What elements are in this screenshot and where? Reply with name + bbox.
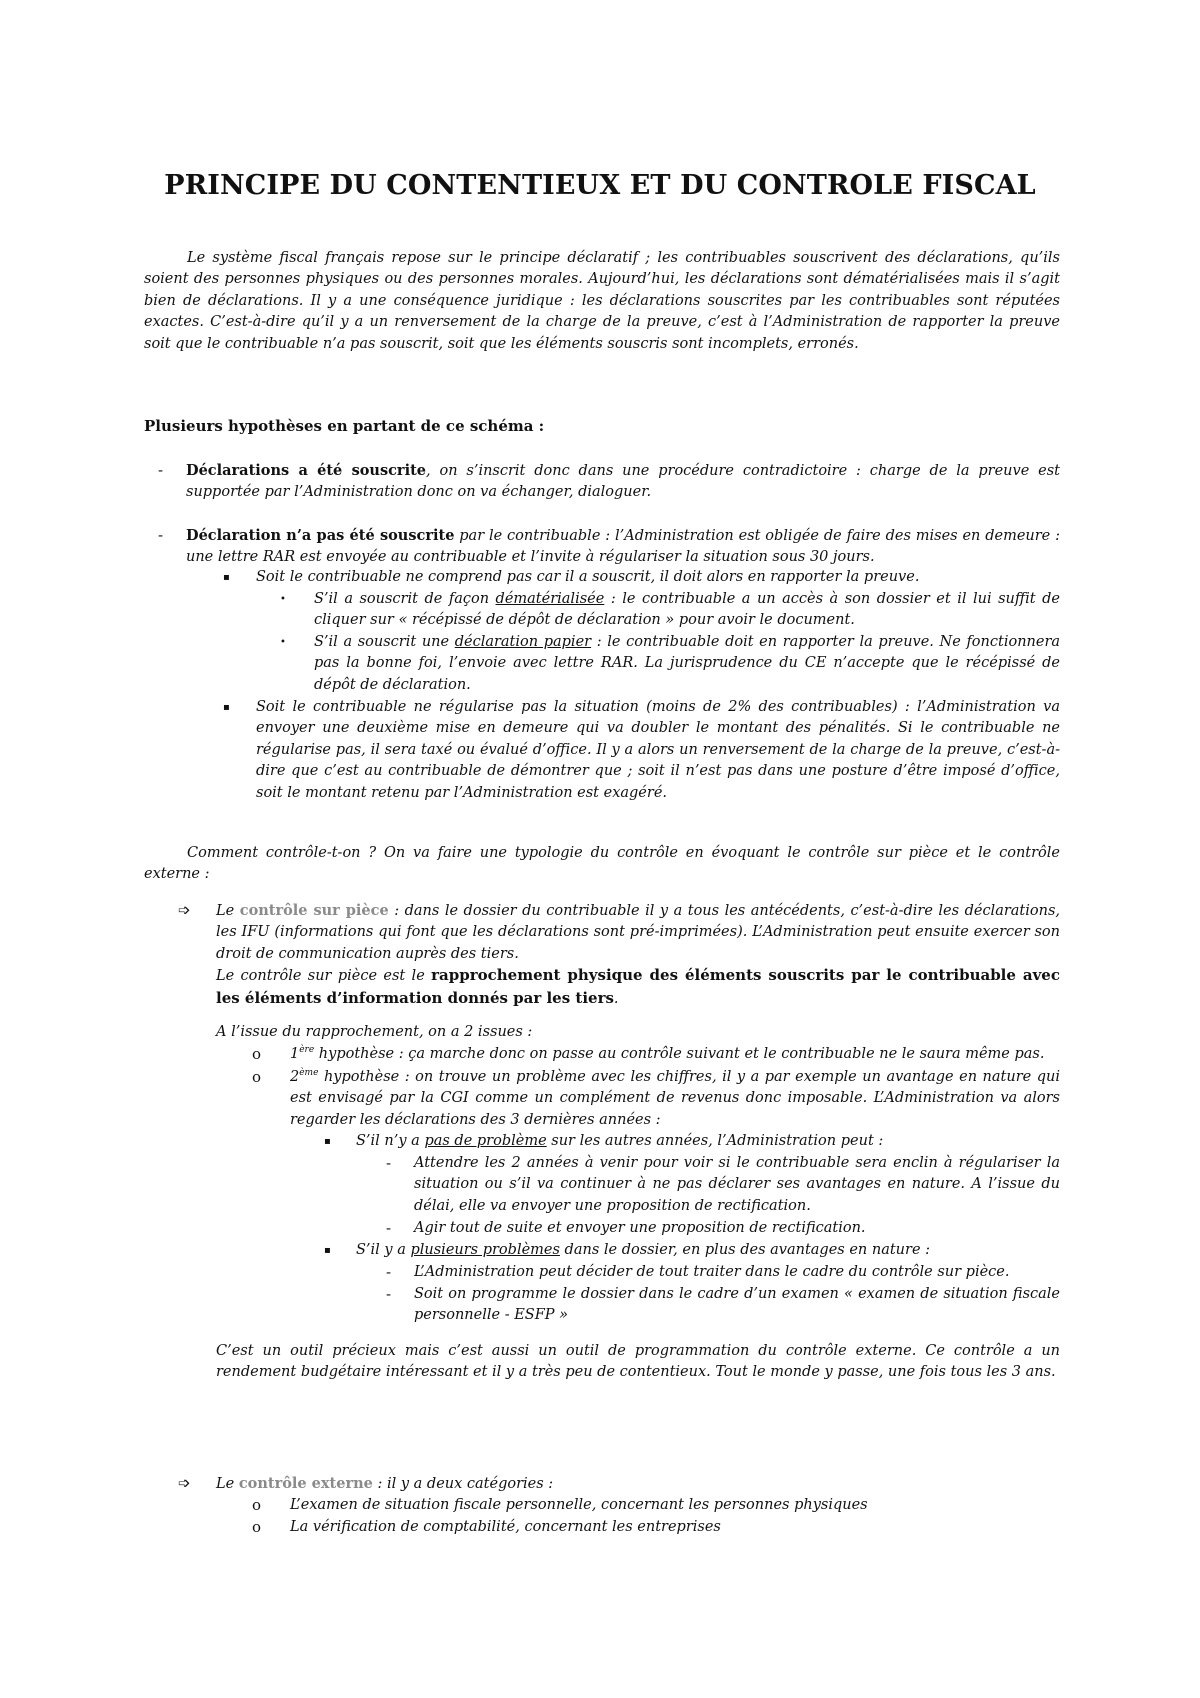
issue-1-sup: ère bbox=[299, 1045, 315, 1056]
multiple-problems-option-b: Soit on programme le dossier dans le cadre d’un examen « examen de situation fiscale personnelle - ESFP » bbox=[414, 1286, 1060, 1324]
control-intro: Comment contrôle-t-on ? On va faire une typologie du contrôle en évoquant le contrôle sur pièce et le contrôle externe : bbox=[144, 845, 1060, 883]
hypothesis-2 bbox=[186, 525, 1060, 569]
hypothesis-2-bold: Déclaration n’a pas été souscrite bbox=[186, 527, 455, 544]
no-problem-pre: S’il n’y a bbox=[356, 1133, 425, 1149]
square-bullet-icon: ▪ bbox=[324, 1136, 331, 1147]
square-bullet-icon: ▪ bbox=[223, 572, 230, 583]
issue-1-num: 1 bbox=[290, 1046, 300, 1062]
intro-paragraph: Le système fiscal français repose sur le principe déclaratif ; les contribuables souscrivent des déclarations, qu’ils soient des personnes physiques ou des personnes morales. Aujourd’hui, les déclarations sont dématérialisées mais il s’agit bien de déclarations. Il y a une conséquence juridique : les déclarations souscrites par les contribuables sont réputées exactes. C’est-à-dire qu’il y a un renversement de la charge de la preuve, c’est à l’Administration de rapporter la preuve soit que le contribuable n’a pas souscrit, soit que les éléments souscris sont incomplets, erronés. bbox=[144, 250, 1060, 352]
multiple-problems bbox=[356, 1240, 1060, 1261]
ce-label: contrôle externe bbox=[238, 1475, 373, 1492]
cp-line2-post: . bbox=[613, 990, 619, 1007]
hypothesis-1-bold: Déclarations a été souscrite bbox=[186, 462, 427, 479]
controle-externe bbox=[216, 1473, 1060, 1495]
multiple-problems-underlined: plusieurs problèmes bbox=[410, 1242, 560, 1258]
hypothesis-1 bbox=[186, 460, 1060, 504]
dot-bullet-icon: • bbox=[280, 594, 286, 605]
circle-bullet-icon: o bbox=[252, 1068, 262, 1086]
hypothesis-2-text: par le contribuable : l’Administration est obligée de faire des mises en demeure : une lettre RAR est envoyée au contribuable et l’invite à régulariser la situation sous 30 jours. bbox=[186, 528, 1060, 566]
arrow-bullet-icon: ➩ bbox=[178, 901, 191, 919]
dash-bullet: - bbox=[158, 461, 164, 479]
multiple-problems-post: dans le dossier, en plus des avantages en nature : bbox=[559, 1242, 931, 1258]
circle-bullet-icon: o bbox=[252, 1496, 262, 1514]
cp-line2-bold: rapprochement physique des éléments souscrits par le contribuable avec les éléments d’information donnés par les tiers bbox=[216, 966, 1060, 1007]
controle-externe-b: La vérification de comptabilité, concernant les entreprises bbox=[290, 1519, 721, 1535]
cp-post: : dans le dossier du contribuable il y a tous les antécédents, c’est-à-dire les déclarations, les IFU (informations qui font que les déclarations sont pré-imprimées). L’Administration peut ensuite exercer son droit de communication auprès des tiers. bbox=[216, 903, 1061, 962]
issue-1 bbox=[290, 1044, 1060, 1065]
square-bullet-icon: ▪ bbox=[324, 1245, 331, 1256]
circle-bullet-icon: o bbox=[252, 1518, 262, 1536]
dash-bullet: - bbox=[158, 526, 164, 544]
multiple-problems-pre: S’il y a bbox=[356, 1242, 411, 1258]
hypothesis-1-text: , on s’inscrit donc dans une procédure contradictoire : charge de la preuve est supportée par l’Administration donc on va échanger, dialoguer. bbox=[186, 463, 1060, 501]
case-1a-post: : le contribuable a un accès à son dossier et il lui suffit de cliquer sur « récépissé de dépôt de déclaration » pour avoir le document. bbox=[314, 591, 1060, 629]
issue-2-sup: ème bbox=[299, 1068, 319, 1079]
issue-1-text: hypothèse : ça marche donc on passe au contrôle suivant et le contribuable ne le saura même pas. bbox=[314, 1046, 1045, 1062]
issue-2-text: hypothèse : on trouve un problème avec les chiffres, il y a par exemple un avantage en nature qui est envisagé par la CGI comme un complément de revenus donc imposable. L’Administration va alors regarder les déclarations des 3 dernières années : bbox=[290, 1069, 1060, 1128]
cp-label: contrôle sur pièce bbox=[239, 902, 389, 919]
dash-bullet: - bbox=[386, 1154, 392, 1172]
dash-bullet: - bbox=[386, 1263, 392, 1281]
case-1b bbox=[314, 632, 1060, 696]
case-1a-pre: S’il a souscrit de façon bbox=[314, 591, 496, 607]
no-problem bbox=[356, 1131, 1060, 1152]
case-1a bbox=[314, 589, 1060, 632]
case-2: Soit le contribuable ne régularise pas la situation (moins de 2% des contribuables) : l’Administration va envoyer une deuxième mise en demeure qui va doubler le montant des pénalités. Si le contribuable ne régularise pas, il sera taxé ou évalué d’office. Il y a alors un renversement de la charge de la preuve, c’est-à-dire que c’est au contribuable de démontrer que ; soit il n’est pas dans une posture d’être imposé d’office, soit le montant retenu par l’Administration est exagéré. bbox=[256, 699, 1060, 801]
case-1b-post: : le contribuable doit en rapporter la preuve. Ne fonctionnera pas la bonne foi, l’envoie avec lettre RAR. La jurisprudence du CE n’accepte que le récépissé de dépôt de déclaration. bbox=[314, 634, 1061, 693]
cp-pre: Le bbox=[216, 903, 240, 919]
controle-sur-piece-text bbox=[216, 900, 1060, 965]
square-bullet-icon: ▪ bbox=[223, 702, 230, 713]
no-problem-option-a: Attendre les 2 années à venir pour voir si le contribuable sera enclin à régulariser la situation ou s’il va continuer à ne pas déclarer ses avantages en nature. A l’issue du délai, elle va envoyer une proposition de rectification. bbox=[414, 1155, 1060, 1214]
case-1a-underlined: dématérialisée bbox=[495, 591, 605, 607]
cp-line2-pre: Le contrôle sur pièce est le bbox=[216, 968, 432, 985]
controle-sur-piece-section bbox=[216, 900, 1060, 1010]
page-title: PRINCIPE DU CONTENTIEUX ET DU CONTROLE FISCAL bbox=[164, 170, 1036, 201]
case-1b-underlined: déclaration papier bbox=[454, 634, 592, 650]
ce-post: : il y a deux catégories : bbox=[372, 1476, 554, 1492]
dash-bullet: - bbox=[386, 1285, 392, 1303]
controle-sur-piece-conclusion: C’est un outil précieux mais c’est aussi un outil de programmation du contrôle externe. Ce contrôle a un rendement budgétaire intéressant et il y a très peu de contentieux. Tout le monde y passe, une fois tous les 3 ans. bbox=[216, 1343, 1060, 1381]
no-problem-option-b: Agir tout de suite et envoyer une proposition de rectification. bbox=[414, 1220, 866, 1236]
hypotheses-heading bbox=[144, 415, 744, 437]
issue-2-num: 2 bbox=[290, 1069, 300, 1085]
case-1: Soit le contribuable ne comprend pas car il a souscrit, il doit alors en rapporter la preuve. bbox=[256, 569, 920, 585]
controle-sur-piece-definition bbox=[216, 965, 1060, 1010]
multiple-problems-option-a: L’Administration peut décider de tout traiter dans le cadre du contrôle sur pièce. bbox=[414, 1264, 1010, 1280]
controle-externe-a: L’examen de situation fiscale personnelle, concernant les personnes physiques bbox=[290, 1497, 868, 1513]
case-1b-pre: S’il a souscrit une bbox=[314, 634, 455, 650]
dot-bullet-icon: • bbox=[280, 637, 286, 648]
issue-2 bbox=[290, 1067, 1060, 1131]
circle-bullet-icon: o bbox=[252, 1045, 262, 1063]
arrow-bullet-icon: ➩ bbox=[178, 1474, 191, 1492]
ce-pre: Le bbox=[216, 1476, 239, 1492]
issue-heading: A l’issue du rapprochement, on a 2 issues : bbox=[216, 1024, 533, 1040]
no-problem-post: sur les autres années, l’Administration peut : bbox=[546, 1133, 884, 1149]
no-problem-underlined: pas de problème bbox=[424, 1133, 547, 1149]
hypotheses-heading-text: Plusieurs hypothèses en partant de ce schéma : bbox=[144, 417, 545, 435]
dash-bullet: - bbox=[386, 1219, 392, 1237]
